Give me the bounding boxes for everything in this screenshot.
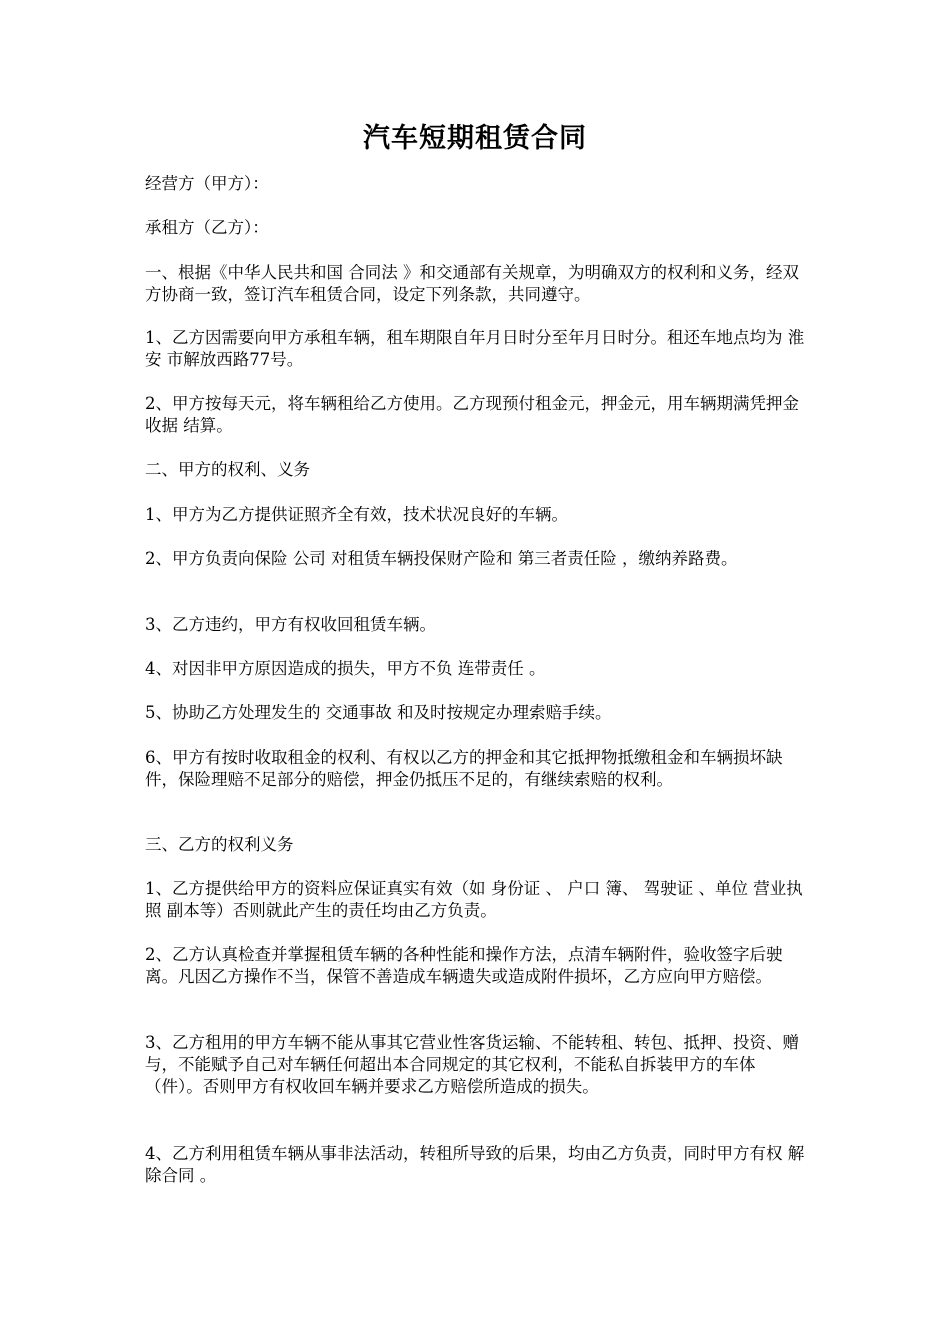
clause-3-3: 3、乙方租用的甲方车辆不能从事其它营业性客货运输、不能转租、转包、抵押、投资、赠与，不能赋予自己对车辆任何超出本合同规定的其它权利，不能私自拆装甲方的车体（件）。否则甲方有权收回车辆并要求乙方赔偿所造成的损失。: [145, 1033, 799, 1096]
document-title: 汽车短期租赁合同: [363, 123, 587, 154]
clause-3-1: 1、乙方提供给甲方的资料应保证真实有效（如 身份证 、 户口 簿、 驾驶证 、单位 营业执照 副本等）否则就此产生的责任均由乙方负责。: [145, 879, 803, 920]
section-3-heading: 三、乙方的权利义务: [145, 835, 294, 854]
clause-1-1: 1、乙方因需要向甲方承租车辆，租车期限自年月日时分至年月日时分。租还车地点均为 淮安 市解放西路77号。: [145, 328, 805, 369]
party-b-line: 承租方（乙方）：: [145, 218, 269, 237]
clause-2-1: 1、甲方为乙方提供证照齐全有效，技术状况良好的车辆。: [145, 505, 568, 524]
clause-2-3: 3、乙方违约，甲方有权收回租赁车辆。: [145, 615, 436, 634]
clause-3-2: 2、乙方认真检查并掌握租赁车辆的各种性能和操作方法，点清车辆附件，验收签字后驶离。凡因乙方操作不当，保管不善造成车辆遗失或造成附件损坏，乙方应向甲方赔偿。: [145, 945, 783, 986]
clause-2-4: 4、对因非甲方原因造成的损失，甲方不负 连带责任 。: [145, 659, 546, 678]
clause-2-2: 2、甲方负责向保险 公司 对租赁车辆投保财产险和 第三者责任险 ，缴纳养路费。: [145, 549, 738, 568]
clause-2-5: 5、协助乙方处理发生的 交通事故 和及时按规定办理索赔手续。: [145, 703, 612, 722]
section-2-heading: 二、甲方的权利、义务: [145, 460, 310, 479]
clause-1-2: 2、甲方按每天元，将车辆租给乙方使用。乙方现预付租金元，押金元，用车辆期满凭押金 收据 结算。: [145, 394, 799, 435]
section-1-intro: 一、根据《中华人民共和国 合同法 》和交通部有关规章，为明确双方的权利和义务，经双方协商一致，签订汽车租赁合同，设定下列条款，共同遵守。: [145, 263, 799, 304]
clause-2-6: 6、甲方有按时收取租金的权利、有权以乙方的押金和其它抵押物抵缴租金和车辆损坏缺件，保险理赔不足部分的赔偿，押金仍抵压不足的，有继续索赔的权利。: [145, 748, 783, 789]
party-a-line: 经营方（甲方）：: [145, 174, 269, 193]
clause-3-4: 4、乙方利用租赁车辆从事非法活动，转租所导致的后果，均由乙方负责，同时甲方有权 解除合同 。: [145, 1144, 805, 1185]
